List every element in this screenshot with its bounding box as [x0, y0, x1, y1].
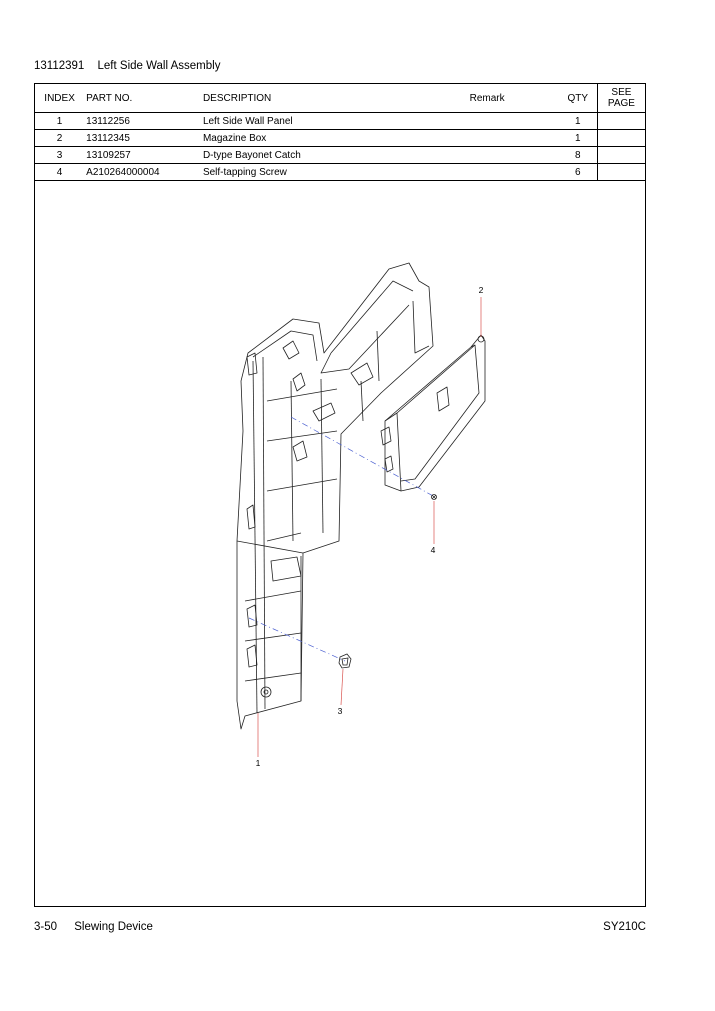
- col-part-no: PART NO.: [84, 84, 201, 113]
- callout-leaders: [258, 297, 481, 757]
- cell-see-page: [597, 147, 645, 164]
- cell-see-page: [597, 130, 645, 147]
- page-footer-left: [34, 921, 153, 933]
- section-name: Slewing Device: [74, 921, 153, 933]
- assembly-title: Left Side Wall Assembly: [97, 60, 221, 72]
- cell-remark: [468, 164, 559, 181]
- cell-remark: [468, 147, 559, 164]
- callout-3: 3: [337, 706, 343, 716]
- cell-part-no: A210264000004: [84, 164, 201, 181]
- table-row: [35, 130, 645, 147]
- exploded-view-drawing: [35, 180, 644, 904]
- cell-part-no: 13112345: [84, 130, 201, 147]
- page-heading: [34, 60, 220, 72]
- callout-4: 4: [430, 545, 436, 555]
- cell-index: 2: [35, 130, 84, 147]
- callout-1: 1: [255, 758, 261, 768]
- table-row: [35, 147, 645, 164]
- cell-index: 4: [35, 164, 84, 181]
- cell-remark: [468, 113, 559, 130]
- cell-qty: 1: [559, 130, 598, 147]
- cell-description: Left Side Wall Panel: [201, 113, 468, 130]
- col-remark: Remark: [468, 84, 559, 113]
- cell-see-page: [597, 113, 645, 130]
- col-see-page: [597, 84, 645, 113]
- table-header-row: [35, 84, 645, 113]
- cell-qty: 1: [559, 113, 598, 130]
- cell-description: D-type Bayonet Catch: [201, 147, 468, 164]
- cell-see-page: [597, 164, 645, 181]
- cell-part-no: 13112256: [84, 113, 201, 130]
- cell-index: 1: [35, 113, 84, 130]
- left-side-wall-panel: [237, 263, 433, 729]
- magazine-box: [381, 335, 485, 491]
- cell-qty: 8: [559, 147, 598, 164]
- callout-2: 2: [478, 285, 484, 295]
- col-qty: QTY: [559, 84, 598, 113]
- col-description: DESCRIPTION: [201, 84, 468, 113]
- cell-part-no: 13109257: [84, 147, 201, 164]
- self-tapping-screw: [432, 495, 437, 500]
- table-row: [35, 113, 645, 130]
- assembly-code: 13112391: [34, 60, 85, 72]
- model-name: SY210C: [603, 921, 646, 933]
- table-row: [35, 164, 645, 181]
- cell-description: Self-tapping Screw: [201, 164, 468, 181]
- cell-description: Magazine Box: [201, 130, 468, 147]
- cell-remark: [468, 130, 559, 147]
- parts-frame: [34, 83, 646, 907]
- page-number: 3-50: [34, 921, 58, 933]
- cell-index: 3: [35, 147, 84, 164]
- parts-table: [35, 84, 645, 181]
- col-see-page-line2: PAGE: [607, 98, 635, 109]
- col-see-page-line1: SEE: [611, 87, 632, 98]
- col-index: INDEX: [35, 84, 84, 113]
- cell-qty: 6: [559, 164, 598, 181]
